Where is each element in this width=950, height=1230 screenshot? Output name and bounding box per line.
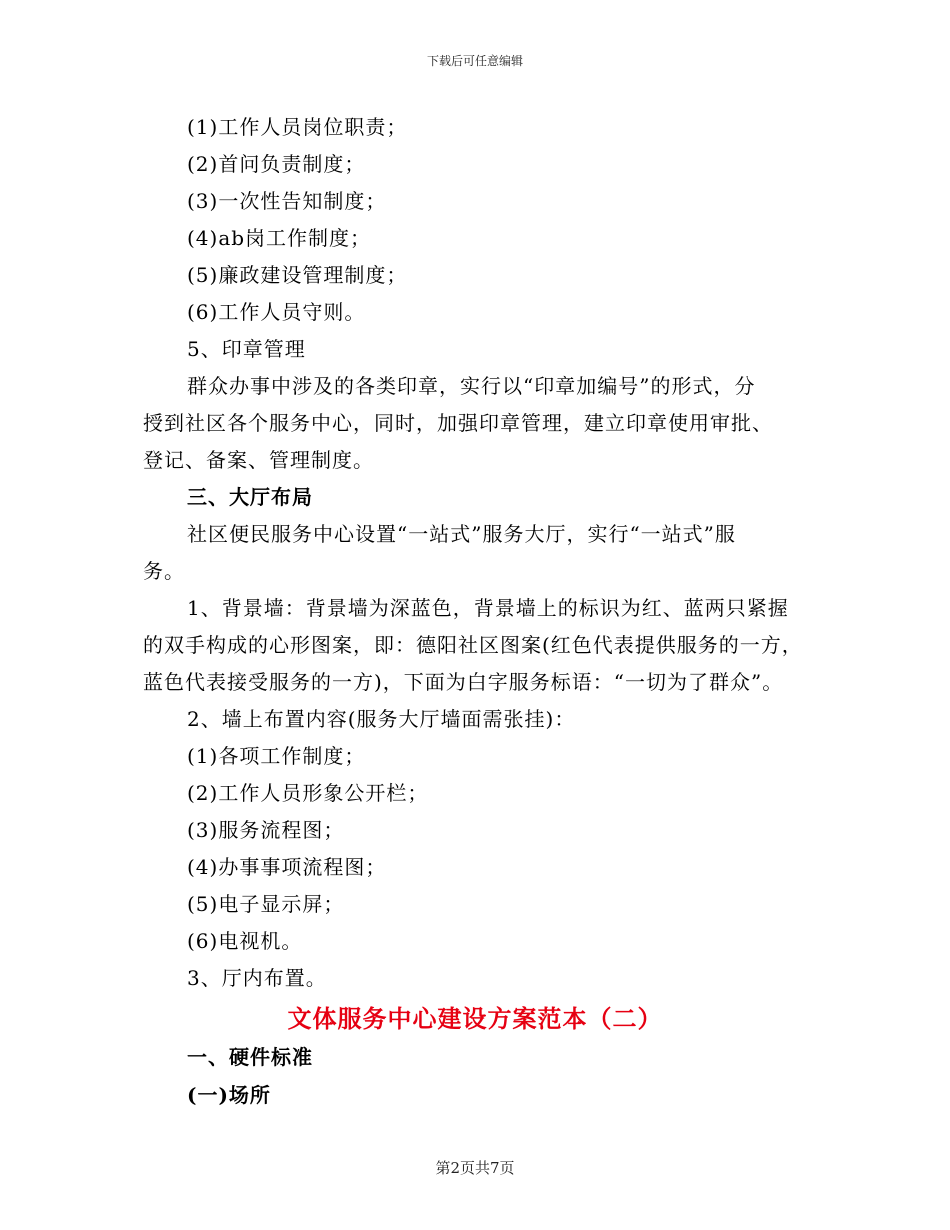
- page-header: 下载后可任意编辑: [426, 54, 523, 68]
- list-item: (3)一次性告知制度；: [187, 189, 387, 213]
- paragraph-line: 1、背景墙：背景墙为深蓝色，背景墙上的标识为红、蓝两只紧握: [187, 596, 789, 620]
- paragraph-line: 务。: [143, 559, 185, 583]
- paragraph-line: 登记、备案、管理制度。: [143, 448, 374, 472]
- subheading: 3、厅内布置。: [187, 966, 327, 990]
- section-heading: 三、大厅布局: [187, 485, 313, 509]
- list-item: (2)工作人员形象公开栏；: [187, 781, 429, 805]
- paragraph-line: 授到社区各个服务中心，同时，加强印章管理，建立印章使用审批、: [143, 411, 773, 435]
- list-item: (6)电视机。: [187, 929, 303, 953]
- section-title: 文体服务中心建设方案范本（二）: [287, 1004, 663, 1033]
- paragraph-line: 群众办事中涉及的各类印章，实行以“印章加编号”的形式，分: [187, 374, 756, 398]
- list-item: (6)工作人员守则。: [187, 300, 366, 324]
- paragraph-line: 蓝色代表接受服务的一方)，下面为白字服务标语：“一切为了群众”。: [143, 670, 784, 694]
- list-item: (4)办事事项流程图；: [187, 855, 387, 879]
- paragraph-line: 的双手构成的心形图案，即：德阳社区图案(红色代表提供服务的一方，: [143, 633, 803, 657]
- list-item: (1)工作人员岗位职责；: [187, 115, 408, 139]
- section-heading: 一、硬件标准: [187, 1045, 313, 1069]
- list-item: (5)廉政建设管理制度；: [187, 263, 408, 287]
- list-item: (4)ab岗工作制度；: [187, 226, 372, 250]
- page-footer: 第2页共7页: [435, 1159, 515, 1177]
- subsection-heading: (一)场所: [187, 1083, 271, 1107]
- list-item: (3)服务流程图；: [187, 818, 345, 842]
- paragraph-line: 2、墙上布置内容(服务大厅墙面需张挂)：: [187, 707, 576, 731]
- subheading: 5、印章管理: [187, 337, 306, 361]
- list-item: (5)电子显示屏；: [187, 892, 345, 916]
- list-item: (2)首问负责制度；: [187, 152, 366, 176]
- list-item: (1)各项工作制度；: [187, 744, 366, 768]
- paragraph-line: 社区便民服务中心设置“一站式”服务大厅，实行“一站式”服: [187, 522, 736, 546]
